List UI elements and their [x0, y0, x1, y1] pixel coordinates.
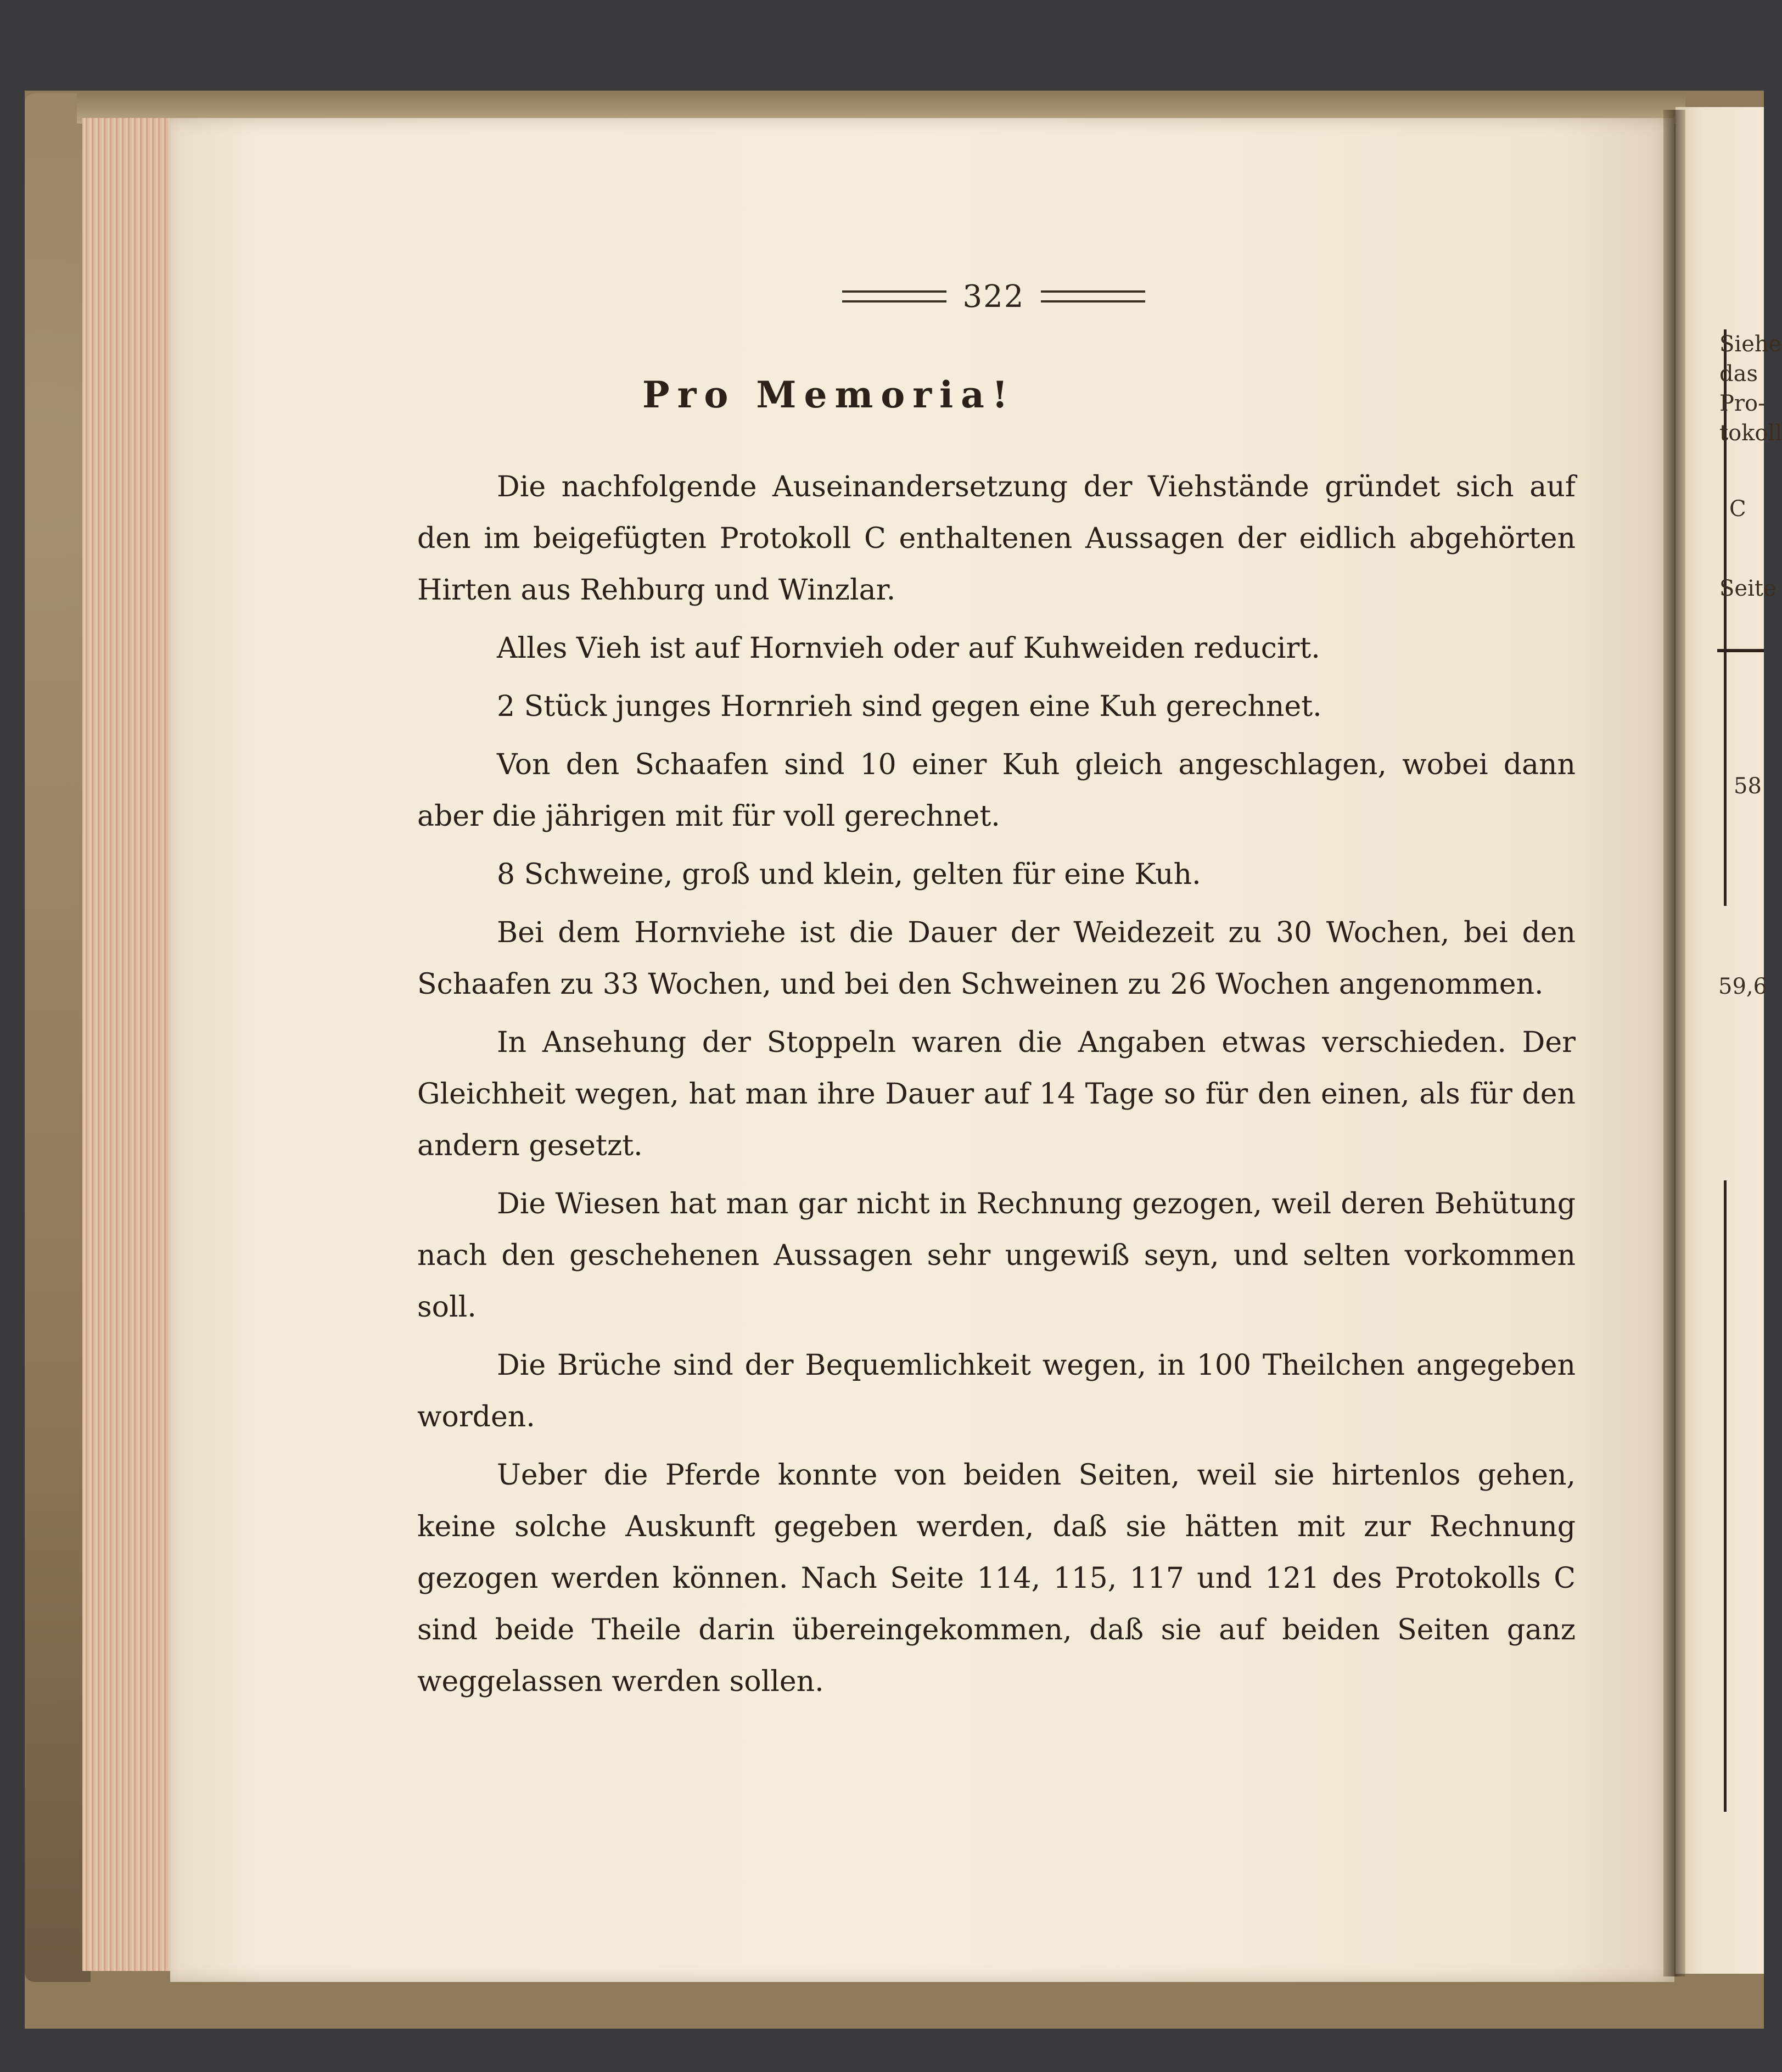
- paragraph: 8 Schweine, groß und klein, gelten für eine Kuh.: [497, 858, 1201, 891]
- margin-rule-vertical: [1724, 1180, 1727, 1812]
- body-text: [417, 461, 1576, 1714]
- margin-note-page: Seite: [1719, 576, 1777, 601]
- paragraph: Bei dem Hornviehe ist die Dauer der Weidezeit zu 30 Wochen, bei den Schaafen zu 33 Wochen, und bei den Schweinen zu 26 Wochen angenommen.: [417, 916, 1576, 1001]
- paragraph: Die nachfolgende Auseinandersetzung der Viehstände gründet sich auf den im beigefügten Protokoll C enthaltenen Aussagen der eidlich abgehörten Hirten aus Rehburg und Winzlar.: [417, 471, 1576, 607]
- header-rule-right: [1041, 290, 1145, 303]
- margin-note-letter: C: [1729, 496, 1746, 522]
- paragraph: Alles Vieh ist auf Hornvieh oder auf Kuhweiden reducirt.: [497, 632, 1320, 665]
- page-header: [802, 275, 1186, 318]
- paragraph: 2 Stück junges Hornrieh sind gegen eine Kuh gerechnet.: [497, 690, 1322, 723]
- paragraph: Die Brüche sind der Bequemlichkeit wegen, in 100 Theilchen angegeben worden.: [417, 1349, 1576, 1433]
- paragraph: Von den Schaafen sind 10 einer Kuh gleich angeschlagen, wobei dann aber die jährigen mit für voll gerechnet.: [417, 748, 1576, 833]
- paragraph: Ueber die Pferde konnte von beiden Seiten, weil sie hirtenlos gehen, keine solche Auskunft gegeben werden, daß sie hätten mit zur Rechnung gezogen werden können. Nach Seite 114, 115, 117 und 121 des Protokolls C sind beide Theile darin übereingekommen, daß sie auf beiden Seiten ganz weggelassen werden sollen.: [417, 1459, 1576, 1698]
- margin-number: 58: [1734, 774, 1762, 799]
- header-rule-left: [842, 290, 946, 303]
- page-number: 322: [962, 278, 1025, 315]
- book-gutter: [1663, 110, 1685, 1976]
- page-title: Pro Memoria!: [642, 373, 1016, 416]
- margin-note-reference: Siehe das Pro-tokoll: [1719, 332, 1782, 446]
- paragraph: Die Wiesen hat man gar nicht in Rechnung gezogen, weil deren Behütung nach den geschehenen Aussagen sehr ungewiß seyn, und selten vorkommen soll.: [417, 1188, 1576, 1324]
- margin-rule-horizontal: [1717, 649, 1764, 652]
- page-edges: [82, 118, 176, 1971]
- paragraph: In Ansehung der Stoppeln waren die Angaben etwas verschieden. Der Gleichheit wegen, hat man ihre Dauer auf 14 Tage so für den einen, als für den andern gesetzt.: [417, 1026, 1576, 1162]
- book-cover-edge: [25, 93, 91, 1982]
- margin-number: 59,6: [1718, 974, 1768, 999]
